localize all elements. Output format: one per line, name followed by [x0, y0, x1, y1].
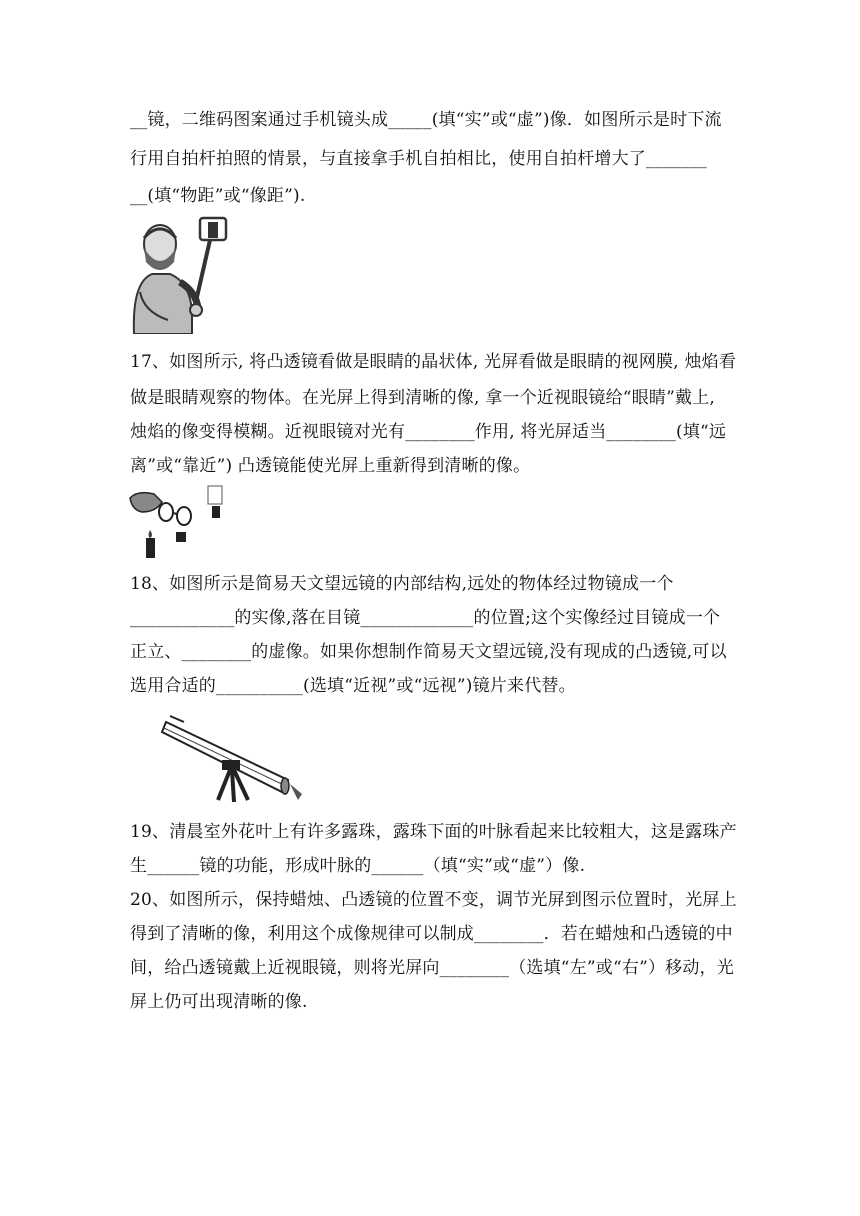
q16-line-2: 行用自拍杆拍照的情景，与直接拿手机自拍相比，使用自拍杆增大了_______: [130, 149, 707, 169]
q20-line-3: 间，给凸透镜戴上近视眼镜，则将光屏向________（选填“左”或“右”）移动，光: [130, 958, 734, 978]
q17-line-3: 烛焰的像变得模糊。近视眼镜对光有________作用, 将光屏适当________(填“远: [130, 422, 727, 442]
q18-line-1: 18、如图所示是简易天文望远镜的内部结构,远处的物体经过物镜成一个: [130, 574, 674, 594]
q20-line-4: 屏上仍可出现清晰的像.: [130, 992, 308, 1012]
glasses-candle-figure: [128, 482, 238, 562]
selfie-stick-figure: [130, 212, 240, 334]
q20-line-2: 得到了清晰的像，利用这个成像规律可以制成________．若在蜡烛和凸透镜的中: [130, 924, 733, 944]
glasses-candle-lens-icon: [128, 482, 238, 562]
q20-line-1: 20、如图所示，保持蜡烛、凸透镜的位置不变，调节光屏到图示位置时，光屏上: [130, 890, 737, 910]
q19-line-2: 生______镜的功能，形成叶脉的______（填“实”或“虚”）像.: [130, 856, 586, 876]
q16-line-3: __(填“物距”或“像距”).: [130, 186, 306, 206]
q17-line-2: 做是眼睛观察的物体。在光屏上得到清晰的像, 拿一个近视眼镜给“眼睛”戴上,: [130, 388, 715, 408]
telescope-figure: [160, 708, 320, 804]
q19-line-1: 19、清晨室外花叶上有许多露珠，露珠下面的叶脉看起来比较粗大，这是露珠产: [130, 822, 737, 842]
q17-line-1: 17、如图所示, 将凸透镜看做是眼睛的晶状体, 光屏看做是眼睛的视网膜, 烛焰看: [130, 352, 737, 372]
q18-line-4: 选用合适的__________(选填“近视”或“远视”)镜片来代替。: [130, 676, 576, 696]
q16-line-1: __镜，二维码图案通过手机镜头成_____(填“实”或“虚”)像．如图所示是时下流: [130, 110, 722, 130]
telescope-icon: [160, 708, 320, 804]
q17-line-4: 离”或“靠近”) 凸透镜能使光屏上重新得到清晰的像。: [130, 456, 531, 476]
selfie-stick-icon: [130, 212, 240, 334]
q18-line-3: 正立、________的虚像。如果你想制作简易天文望远镜,没有现成的凸透镜,可以: [130, 642, 727, 662]
q18-line-2: ____________的实像,落在目镜_____________的位置;这个实像经过目镜成一个: [130, 608, 721, 628]
